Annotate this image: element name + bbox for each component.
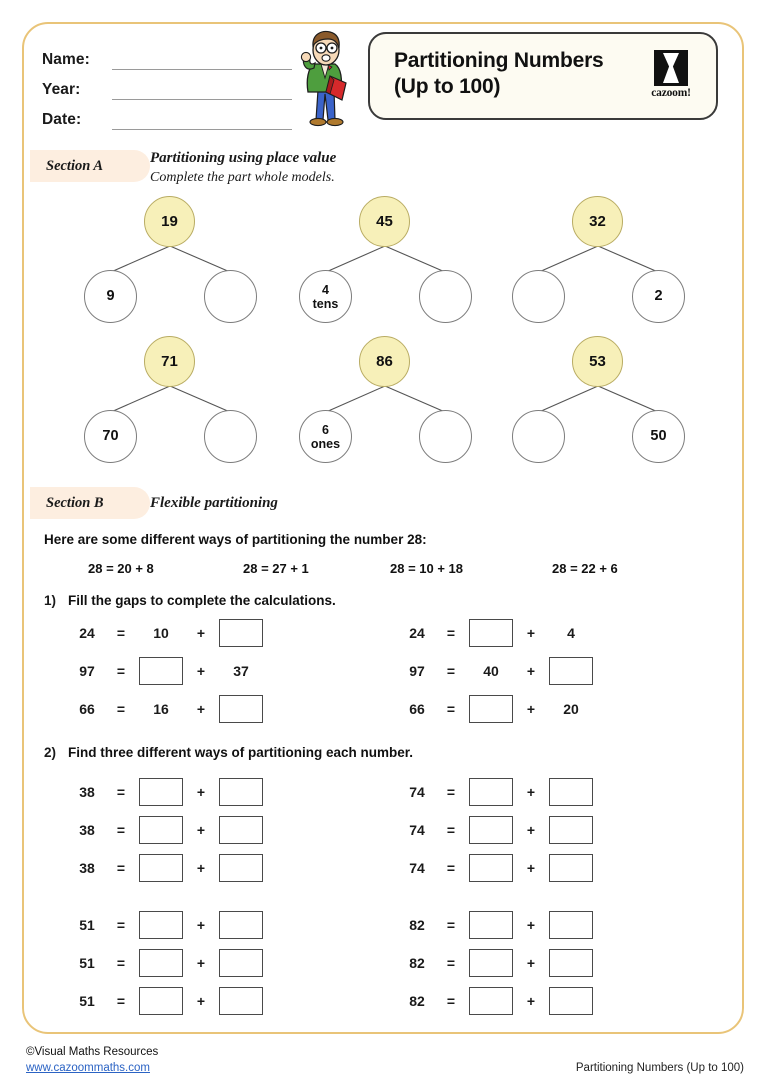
equals-sign: = [116,701,126,717]
answer-box[interactable] [219,949,263,977]
part-unit: tens [312,296,339,311]
q2-left-51-row-3 [70,986,264,1016]
answer-box[interactable] [219,816,263,844]
part-whole-model-5 [285,336,485,464]
cazoom-wordmark: cazoom! [651,87,691,99]
whole-node: 86 [359,336,410,387]
answer-box[interactable] [469,911,513,939]
q1-right-row-2 [400,656,594,686]
answer-box[interactable] [549,657,593,685]
equals-sign: = [116,917,126,933]
plus-sign: + [526,822,536,838]
plus-sign: + [526,955,536,971]
whole-node: 71 [144,336,195,387]
equals-sign: = [446,993,456,1009]
field-row-date [42,100,292,130]
row-total: 38 [79,822,95,838]
whole-node: 19 [144,196,195,247]
row-total: 38 [79,784,95,800]
plus-sign: + [196,784,206,800]
plus-sign: + [196,917,206,933]
plus-sign: + [196,822,206,838]
equals-sign: = [446,822,456,838]
equals-sign: = [116,822,126,838]
plus-sign: + [526,701,536,717]
q2-left-51-row-1 [70,910,264,940]
title-line-2: (Up to 100) [394,75,501,98]
answer-box[interactable] [219,695,263,723]
plus-sign: + [196,955,206,971]
q2-right-74-row-1 [400,777,594,807]
answer-box[interactable] [469,816,513,844]
part-value: 50 [650,428,667,444]
equals-sign: = [116,663,126,679]
whole-node: 53 [572,336,623,387]
plus-sign: + [196,993,206,1009]
plus-sign: + [196,625,206,641]
row-total: 82 [409,955,425,971]
part-node-left[interactable] [512,410,565,463]
part-node-left[interactable] [299,410,352,463]
section-b-label: Section B [46,495,104,511]
part-value: 9 [106,288,115,304]
answer-box[interactable] [139,778,183,806]
row-total: 66 [409,701,425,717]
q1-right-row-3 [400,694,594,724]
question-2-text: Find three different ways of partitioning each number. [68,745,414,760]
second-term: 37 [233,663,249,679]
q2-left-38-row-1 [70,777,264,807]
part-node-left[interactable] [84,270,137,323]
second-term: 4 [567,625,575,641]
answer-box[interactable] [549,911,593,939]
row-total: 82 [409,993,425,1009]
q1-right-row-1 [400,618,594,648]
part-node-left[interactable] [84,410,137,463]
answer-box[interactable] [139,657,183,685]
plus-sign: + [526,917,536,933]
equals-sign: = [446,917,456,933]
year-input-line[interactable] [112,82,292,100]
plus-sign: + [196,860,206,876]
plus-sign: + [526,663,536,679]
part-value: 4 [322,282,329,297]
part-unit: ones [310,436,341,451]
title-line-1: Partitioning Numbers [394,49,604,72]
cazoom-logo [642,50,700,106]
plus-sign: + [526,784,536,800]
part-whole-model-2 [285,196,485,324]
equals-sign: = [446,955,456,971]
whole-node: 32 [572,196,623,247]
worksheet-header [0,0,768,140]
part-whole-model-3 [498,196,698,324]
answer-box[interactable] [549,778,593,806]
page-title [394,48,634,100]
answer-box[interactable] [469,695,513,723]
date-input-line[interactable] [112,112,292,130]
q2-right-82-row-3 [400,986,594,1016]
website-link[interactable]: www.cazoommaths.com [26,1062,150,1074]
equals-sign: = [116,625,126,641]
q2-left-51-row-2 [70,948,264,978]
part-node-left[interactable] [299,270,352,323]
q2-right-82-row-2 [400,948,594,978]
worksheet-title-box [368,32,718,120]
year-label: Year: [42,81,81,98]
equals-sign: = [446,784,456,800]
row-total: 24 [409,625,425,641]
answer-box[interactable] [469,619,513,647]
partition-example-2: 28 = 27 + 1 [243,561,309,576]
answer-box[interactable] [469,949,513,977]
equals-sign: = [446,625,456,641]
plus-sign: + [526,860,536,876]
section-b-intro: Here are some different ways of partitioning the number 28: [44,532,427,547]
equals-sign: = [116,860,126,876]
part-whole-model-4 [70,336,270,464]
partition-example-1: 28 = 20 + 8 [88,561,154,576]
teacher-cartoon-icon [288,28,362,132]
answer-box[interactable] [219,854,263,882]
first-term: 10 [153,625,169,641]
cazoom-hourglass-icon [654,50,688,86]
part-node-right[interactable] [419,270,472,323]
plus-sign: + [526,993,536,1009]
part-whole-model-6 [498,336,698,464]
answer-box[interactable] [219,778,263,806]
q1-left-row-1 [70,618,264,648]
row-total: 51 [79,955,95,971]
row-total: 74 [409,860,425,876]
question-1-number: 1) [44,593,57,608]
row-total: 97 [79,663,95,679]
row-total: 66 [79,701,95,717]
answer-box[interactable] [139,987,183,1015]
q2-left-38-row-3 [70,853,264,883]
q2-right-74-row-2 [400,815,594,845]
plus-sign: + [196,663,206,679]
row-total: 74 [409,784,425,800]
copyright-text: ©Visual Maths Resources [26,1046,159,1058]
answer-box[interactable] [549,949,593,977]
row-total: 97 [409,663,425,679]
answer-box[interactable] [139,816,183,844]
section-a-title: Partitioning using place value [150,150,337,166]
plus-sign: + [526,625,536,641]
question-2-number: 2) [44,745,57,760]
part-value: 70 [102,428,119,444]
part-node-right[interactable] [632,410,685,463]
q2-right-74-row-3 [400,853,594,883]
part-node-right[interactable] [204,410,257,463]
q1-left-row-2 [70,656,264,686]
student-fields [42,40,292,130]
equals-sign: = [116,993,126,1009]
part-node-right[interactable] [632,270,685,323]
field-row-year [42,70,292,100]
date-label: Date: [42,111,82,128]
answer-box[interactable] [469,987,513,1015]
plus-sign: + [196,701,206,717]
answer-box[interactable] [219,987,263,1015]
part-value: 6 [322,422,329,437]
q2-right-82-row-1 [400,910,594,940]
equals-sign: = [116,955,126,971]
section-a-subtitle: Complete the part whole models. [150,170,335,185]
second-term: 20 [563,701,579,717]
section-a-label: Section A [46,158,104,174]
part-node-right[interactable] [419,410,472,463]
question-1-text: Fill the gaps to complete the calculations. [68,593,336,608]
answer-box[interactable] [469,778,513,806]
answer-box[interactable] [469,854,513,882]
partition-example-3: 28 = 10 + 18 [390,561,464,576]
answer-box[interactable] [139,949,183,977]
part-node-right[interactable] [204,270,257,323]
answer-box[interactable] [139,854,183,882]
field-row-name [42,40,292,70]
row-total: 38 [79,860,95,876]
equals-sign: = [446,860,456,876]
first-term: 40 [483,663,499,679]
part-value: 2 [654,288,663,304]
q1-left-row-3 [70,694,264,724]
whole-node: 45 [359,196,410,247]
section-b-title: Flexible partitioning [150,495,278,511]
answer-box[interactable] [219,619,263,647]
answer-box[interactable] [549,854,593,882]
part-node-left[interactable] [512,270,565,323]
answer-box[interactable] [219,911,263,939]
answer-box[interactable] [139,911,183,939]
row-total: 82 [409,917,425,933]
part-whole-model-1 [70,196,270,324]
name-input-line[interactable] [112,52,292,70]
name-label: Name: [42,51,90,68]
partition-example-4: 28 = 22 + 6 [552,561,618,576]
equals-sign: = [116,784,126,800]
equals-sign: = [446,701,456,717]
row-total: 74 [409,822,425,838]
row-total: 24 [79,625,95,641]
answer-box[interactable] [549,816,593,844]
answer-box[interactable] [549,987,593,1015]
first-term: 16 [153,701,169,717]
row-total: 51 [79,917,95,933]
row-total: 51 [79,993,95,1009]
footer-sheet-title: Partitioning Numbers (Up to 100) [575,1062,744,1074]
equals-sign: = [446,663,456,679]
q2-left-38-row-2 [70,815,264,845]
